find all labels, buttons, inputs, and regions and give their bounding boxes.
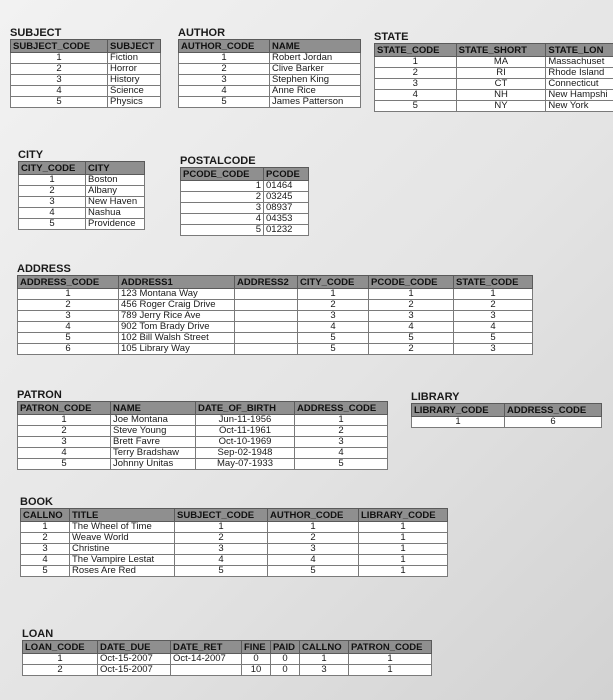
table-cell: 3 — [11, 75, 108, 86]
table-cell: 5 — [18, 333, 119, 344]
table-cell: 10 — [242, 665, 271, 676]
table-row — [375, 90, 613, 101]
table-cell: 2 — [18, 300, 119, 311]
table-cell: 1 — [300, 654, 349, 665]
table-cell: Anne Rice — [270, 86, 361, 97]
table-cell: Oct-15-2007 — [98, 665, 171, 676]
table-cell: 4 — [298, 322, 369, 333]
table-cell: 105 Library Way — [119, 344, 235, 355]
table-cell: Oct-10-1969 — [196, 437, 295, 448]
table-row — [179, 86, 361, 97]
table-row — [18, 344, 533, 355]
table-cell: Roses Are Red — [70, 566, 175, 577]
table-cell: 1 — [18, 289, 119, 300]
column-header: LIBRARY_CODE — [412, 404, 505, 417]
table-cell: Jun-11-1956 — [196, 415, 295, 426]
table-cell: 1 — [11, 53, 108, 64]
table-cell: James Patterson — [270, 97, 361, 108]
table-cell: NY — [456, 101, 546, 112]
book-title: BOOK — [20, 496, 53, 508]
table-row — [375, 68, 613, 79]
table-cell: 5 — [268, 566, 359, 577]
table-cell: 4 — [375, 90, 457, 101]
table-row — [19, 175, 145, 186]
column-header: ADDRESS2 — [235, 276, 298, 289]
table-cell: 4 — [175, 555, 268, 566]
column-header: STATE_SHORT — [456, 44, 546, 57]
table-cell: CT — [456, 79, 546, 90]
table-cell: 3 — [181, 203, 264, 214]
table-cell: New York — [546, 101, 613, 112]
table-cell: 4 — [268, 555, 359, 566]
patron-title: PATRON — [17, 389, 62, 401]
city-title: CITY — [18, 149, 44, 161]
table-cell: Physics — [108, 97, 161, 108]
library-title: LIBRARY — [411, 391, 460, 403]
table-row — [181, 203, 309, 214]
table-row — [18, 333, 533, 344]
table-cell: History — [108, 75, 161, 86]
library-table — [411, 403, 602, 428]
table-row — [21, 544, 448, 555]
table-cell: 2 — [21, 533, 70, 544]
table-cell: 3 — [454, 311, 533, 322]
table-row — [18, 448, 388, 459]
table-cell — [235, 344, 298, 355]
table-cell: 3 — [369, 311, 454, 322]
column-header: PCODE — [264, 168, 309, 181]
table-cell: Fiction — [108, 53, 161, 64]
table-cell: 03245 — [264, 192, 309, 203]
column-header: PCODE_CODE — [181, 168, 264, 181]
table-cell: The Vampire Lestat — [70, 555, 175, 566]
table-cell: Connecticut — [546, 79, 613, 90]
state-table — [374, 43, 613, 112]
table-cell: Massachuset — [546, 57, 613, 68]
table-row — [23, 654, 432, 665]
table-cell: Christine — [70, 544, 175, 555]
table-cell: 1 — [18, 415, 111, 426]
table-cell: 1 — [175, 522, 268, 533]
table-cell: 4 — [454, 322, 533, 333]
table-cell: 3 — [268, 544, 359, 555]
table-header-row — [179, 40, 361, 53]
table-cell: 5 — [298, 344, 369, 355]
table-cell: 4 — [179, 86, 270, 97]
author-title: AUTHOR — [178, 27, 226, 39]
table-cell: The Wheel of Time — [70, 522, 175, 533]
table-cell: 1 — [454, 289, 533, 300]
address-table — [17, 275, 533, 355]
table-cell: 5 — [295, 459, 388, 470]
table-header-row — [19, 162, 145, 175]
table-cell: Boston — [86, 175, 145, 186]
column-header: PATRON_CODE — [349, 641, 432, 654]
table-cell — [235, 322, 298, 333]
table-cell: Horror — [108, 64, 161, 75]
column-header: CALLNO — [300, 641, 349, 654]
table-cell: 3 — [18, 437, 111, 448]
table-cell: 6 — [18, 344, 119, 355]
table-row — [181, 225, 309, 236]
table-row — [179, 53, 361, 64]
column-header: SUBJECT_CODE — [175, 509, 268, 522]
table-row — [179, 64, 361, 75]
column-header: PAID — [271, 641, 300, 654]
table-cell: Oct-14-2007 — [171, 654, 242, 665]
table-cell: 1 — [412, 417, 505, 428]
subject-title: SUBJECT — [10, 27, 62, 39]
table-header-row — [375, 44, 613, 57]
column-header: DATE_DUE — [98, 641, 171, 654]
table-header-row — [23, 641, 432, 654]
author-table — [178, 39, 361, 108]
author-block — [178, 27, 361, 108]
table-cell: 2 — [19, 186, 86, 197]
column-header: ADDRESS_CODE — [295, 402, 388, 415]
column-header: LIBRARY_CODE — [359, 509, 448, 522]
table-row — [11, 53, 161, 64]
table-row — [179, 75, 361, 86]
table-cell: Science — [108, 86, 161, 97]
table-cell: 5 — [375, 101, 457, 112]
column-header: AUTHOR_CODE — [268, 509, 359, 522]
table-cell: Weave World — [70, 533, 175, 544]
column-header: AUTHOR_CODE — [179, 40, 270, 53]
table-cell: 2 — [18, 426, 111, 437]
table-row — [21, 555, 448, 566]
table-cell: 08937 — [264, 203, 309, 214]
table-row — [21, 566, 448, 577]
table-cell: 456 Roger Craig Drive — [119, 300, 235, 311]
column-header: PCODE_CODE — [369, 276, 454, 289]
table-cell: 3 — [21, 544, 70, 555]
address-block — [17, 263, 533, 355]
column-header: ADDRESS_CODE — [505, 404, 602, 417]
table-cell: 4 — [181, 214, 264, 225]
table-header-row — [181, 168, 309, 181]
table-cell: 2 — [454, 300, 533, 311]
column-header: DATE_RET — [171, 641, 242, 654]
table-cell: Oct-15-2007 — [98, 654, 171, 665]
table-cell: 4 — [295, 448, 388, 459]
table-cell: 0 — [271, 654, 300, 665]
table-cell: 01464 — [264, 181, 309, 192]
table-cell: 3 — [300, 665, 349, 676]
table-row — [181, 192, 309, 203]
table-cell: 5 — [454, 333, 533, 344]
table-cell: 2 — [298, 300, 369, 311]
table-cell: 1 — [359, 566, 448, 577]
table-row — [19, 219, 145, 230]
table-row — [18, 426, 388, 437]
column-header: LOAN_CODE — [23, 641, 98, 654]
table-cell — [235, 311, 298, 322]
table-row — [18, 300, 533, 311]
table-cell: 1 — [21, 522, 70, 533]
column-header: NAME — [111, 402, 196, 415]
table-cell: 3 — [454, 344, 533, 355]
table-cell: RI — [456, 68, 546, 79]
table-header-row — [18, 402, 388, 415]
table-row — [21, 533, 448, 544]
table-row — [19, 186, 145, 197]
table-cell: 2 — [179, 64, 270, 75]
table-cell: 3 — [298, 311, 369, 322]
column-header: STATE_CODE — [454, 276, 533, 289]
column-header: TITLE — [70, 509, 175, 522]
table-cell: 5 — [298, 333, 369, 344]
table-cell: 1 — [359, 533, 448, 544]
subject-table — [10, 39, 161, 108]
table-cell: 5 — [369, 333, 454, 344]
table-cell: Terry Bradshaw — [111, 448, 196, 459]
table-cell: 902 Tom Brady Drive — [119, 322, 235, 333]
column-header: CITY_CODE — [298, 276, 369, 289]
column-header: STATE_CODE — [375, 44, 457, 57]
loan-title: LOAN — [22, 628, 54, 640]
table-cell: 2 — [375, 68, 457, 79]
column-header: NAME — [270, 40, 361, 53]
table-cell: 0 — [242, 654, 271, 665]
table-cell: 2 — [175, 533, 268, 544]
table-row — [18, 459, 388, 470]
table-header-row — [21, 509, 448, 522]
table-cell: Stephen King — [270, 75, 361, 86]
table-cell: 5 — [18, 459, 111, 470]
table-cell: 3 — [375, 79, 457, 90]
table-row — [11, 97, 161, 108]
column-header: CITY — [86, 162, 145, 175]
loan-table — [22, 640, 432, 676]
table-cell: 2 — [369, 344, 454, 355]
table-row — [412, 417, 602, 428]
column-header: FINE — [242, 641, 271, 654]
table-cell: 2 — [295, 426, 388, 437]
column-header: SUBJECT_CODE — [11, 40, 108, 53]
table-cell: Joe Montana — [111, 415, 196, 426]
table-row — [375, 57, 613, 68]
city-block — [18, 149, 145, 230]
table-cell: 3 — [175, 544, 268, 555]
table-row — [18, 322, 533, 333]
table-cell: 3 — [295, 437, 388, 448]
city-table — [18, 161, 145, 230]
subject-block — [10, 27, 161, 108]
table-cell: 5 — [21, 566, 70, 577]
table-cell: 4 — [18, 322, 119, 333]
table-cell: Clive Barker — [270, 64, 361, 75]
table-cell: 5 — [175, 566, 268, 577]
column-header: CITY_CODE — [19, 162, 86, 175]
table-cell: 01232 — [264, 225, 309, 236]
patron-block — [17, 389, 388, 470]
table-row — [18, 289, 533, 300]
book-table — [20, 508, 448, 577]
table-cell: 2 — [369, 300, 454, 311]
column-header: ADDRESS1 — [119, 276, 235, 289]
column-header: STATE_LON — [546, 44, 613, 57]
column-header: DATE_OF_BIRTH — [196, 402, 295, 415]
postalcode-block — [180, 155, 309, 236]
table-cell: 5 — [179, 97, 270, 108]
table-cell: 0 — [271, 665, 300, 676]
table-cell: 1 — [375, 57, 457, 68]
table-cell: 1 — [19, 175, 86, 186]
table-cell: 1 — [181, 181, 264, 192]
column-header: PATRON_CODE — [18, 402, 111, 415]
table-cell: 123 Montana Way — [119, 289, 235, 300]
table-cell: Providence — [86, 219, 145, 230]
table-cell: Johnny Unitas — [111, 459, 196, 470]
table-cell: 1 — [23, 654, 98, 665]
column-header: SUBJECT — [108, 40, 161, 53]
state-block — [374, 31, 613, 141]
table-cell: 1 — [359, 555, 448, 566]
table-cell: 1 — [359, 522, 448, 533]
table-cell: Albany — [86, 186, 145, 197]
table-row — [11, 86, 161, 97]
table-cell: 1 — [298, 289, 369, 300]
table-cell: 2 — [23, 665, 98, 676]
table-header-row — [11, 40, 161, 53]
table-cell: 1 — [295, 415, 388, 426]
table-cell: 1 — [268, 522, 359, 533]
table-header-row — [18, 276, 533, 289]
table-cell: 102 Bill Walsh Street — [119, 333, 235, 344]
book-block — [20, 496, 448, 577]
table-cell: 1 — [179, 53, 270, 64]
table-cell: NH — [456, 90, 546, 101]
table-cell: Brett Favre — [111, 437, 196, 448]
table-cell — [171, 665, 242, 676]
table-cell: Oct-11-1961 — [196, 426, 295, 437]
table-cell: 04353 — [264, 214, 309, 225]
table-cell: 2 — [181, 192, 264, 203]
table-cell: New Haven — [86, 197, 145, 208]
table-cell: 5 — [181, 225, 264, 236]
table-cell — [235, 300, 298, 311]
column-header: CALLNO — [21, 509, 70, 522]
table-row — [23, 665, 432, 676]
table-cell: 789 Jerry Rice Ave — [119, 311, 235, 322]
table-cell — [235, 289, 298, 300]
table-cell: Steve Young — [111, 426, 196, 437]
table-cell: 1 — [359, 544, 448, 555]
table-cell: 2 — [11, 64, 108, 75]
table-row — [18, 437, 388, 448]
table-row — [375, 101, 613, 112]
table-cell: MA — [456, 57, 546, 68]
table-row — [181, 214, 309, 225]
table-cell: 4 — [369, 322, 454, 333]
table-cell: 4 — [11, 86, 108, 97]
table-row — [11, 75, 161, 86]
table-cell: New Hampshi — [546, 90, 613, 101]
table-row — [18, 415, 388, 426]
table-cell — [235, 333, 298, 344]
table-cell: 4 — [19, 208, 86, 219]
loan-block — [22, 628, 432, 676]
table-cell: May-07-1933 — [196, 459, 295, 470]
table-cell: Rhode Island — [546, 68, 613, 79]
table-cell: 5 — [19, 219, 86, 230]
table-row — [18, 311, 533, 322]
postalcode-title: POSTALCODE — [180, 155, 256, 167]
table-cell: 2 — [268, 533, 359, 544]
table-row — [11, 64, 161, 75]
table-row — [19, 197, 145, 208]
table-cell: 5 — [11, 97, 108, 108]
state-title: STATE — [374, 31, 409, 43]
patron-table — [17, 401, 388, 470]
table-cell: 1 — [349, 654, 432, 665]
table-cell: 1 — [369, 289, 454, 300]
table-row — [179, 97, 361, 108]
table-cell: 6 — [505, 417, 602, 428]
address-title: ADDRESS — [17, 263, 71, 275]
column-header: ADDRESS_CODE — [18, 276, 119, 289]
table-cell: Nashua — [86, 208, 145, 219]
table-header-row — [412, 404, 602, 417]
table-cell: 4 — [18, 448, 111, 459]
table-row — [21, 522, 448, 533]
table-cell: 4 — [21, 555, 70, 566]
table-cell: 3 — [179, 75, 270, 86]
table-cell: 3 — [18, 311, 119, 322]
table-cell: Sep-02-1948 — [196, 448, 295, 459]
table-cell: 3 — [19, 197, 86, 208]
table-row — [181, 181, 309, 192]
library-block — [411, 391, 602, 428]
table-cell: 1 — [349, 665, 432, 676]
table-row — [19, 208, 145, 219]
table-cell: Robert Jordan — [270, 53, 361, 64]
postalcode-table — [180, 167, 309, 236]
table-row — [375, 79, 613, 90]
